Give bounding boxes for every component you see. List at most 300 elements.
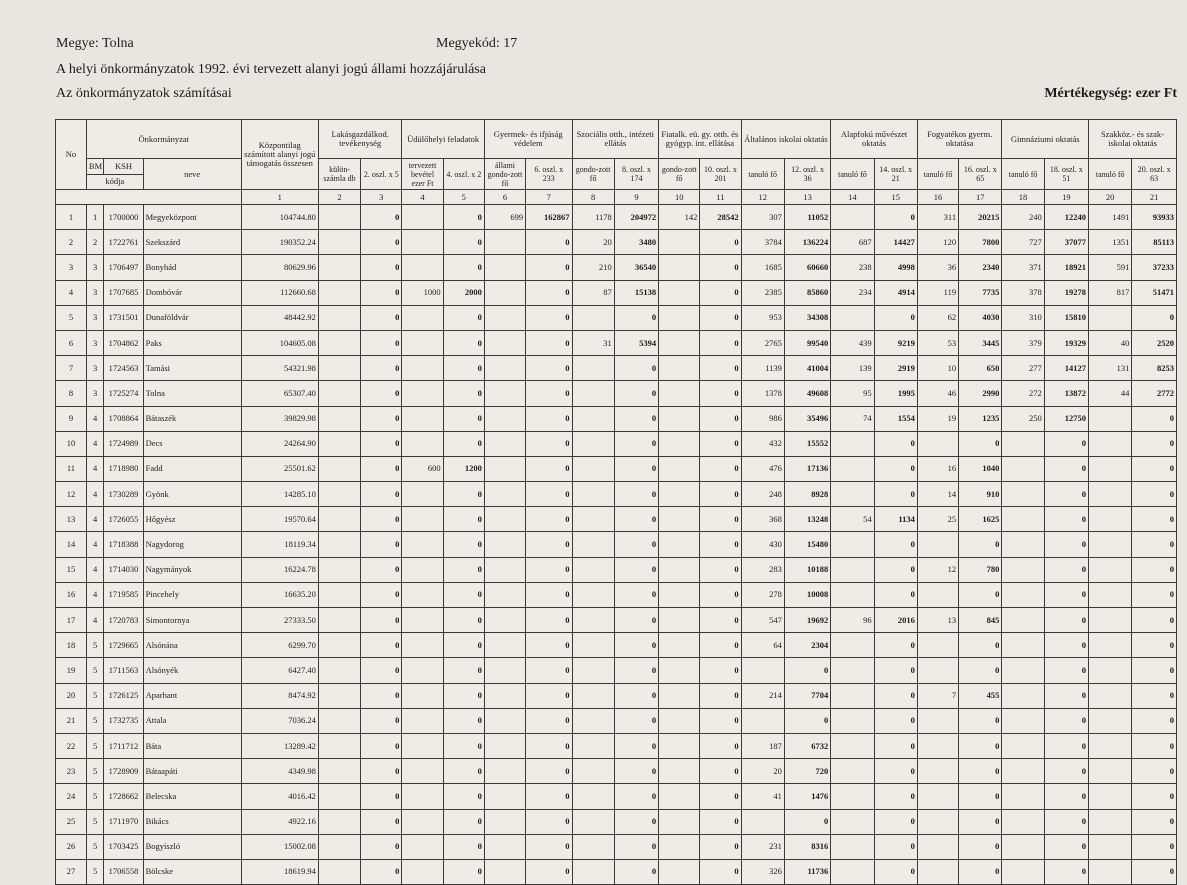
column-number: 13 <box>784 190 830 205</box>
cell-c7: 0 <box>526 305 572 330</box>
cell-c15: 1554 <box>874 406 917 431</box>
cell-c20 <box>1089 456 1132 481</box>
col-lakas-b: 2. oszl. x 5 <box>361 159 402 190</box>
table-row <box>56 356 1177 381</box>
cell-c10 <box>659 608 700 633</box>
cell-c19: 0 <box>1044 633 1088 658</box>
cell-c6 <box>484 683 525 708</box>
cell-c17: 4030 <box>959 305 1002 330</box>
cell-c1: 4922.16 <box>241 809 318 834</box>
cell-c3: 0 <box>361 608 402 633</box>
cell-c1: 25501.62 <box>241 456 318 481</box>
cell-c9: 0 <box>614 683 658 708</box>
cell-c18 <box>1002 557 1044 582</box>
cell-c15: 2919 <box>874 356 917 381</box>
cell-c17: 0 <box>959 582 1002 607</box>
cell-c18: 379 <box>1002 330 1044 355</box>
cell-c18 <box>1002 683 1044 708</box>
cell-c2 <box>318 431 360 456</box>
cell-c13: 2304 <box>784 633 830 658</box>
cell-c20 <box>1089 683 1132 708</box>
cell-c5: 0 <box>443 809 484 834</box>
cell-c14 <box>831 557 874 582</box>
cell-c13: 1476 <box>784 784 830 809</box>
cell-c4 <box>402 482 443 507</box>
cell-c14 <box>831 834 874 859</box>
cell-c19: 0 <box>1044 834 1088 859</box>
cell-c3: 0 <box>361 507 402 532</box>
cell-neve: Szekszárd <box>143 230 241 255</box>
cell-c6 <box>484 255 525 280</box>
cell-ksh: 1722761 <box>104 230 143 255</box>
cell-c13: 136224 <box>784 230 830 255</box>
cell-c20 <box>1089 431 1132 456</box>
cell-ksh: 1704862 <box>104 330 143 355</box>
table-row <box>56 859 1177 884</box>
cell-c1: 39829.98 <box>241 406 318 431</box>
cell-neve: Fadd <box>143 456 241 481</box>
cell-bm: 5 <box>86 759 104 784</box>
cell-ksh: 1728662 <box>104 784 143 809</box>
cell-c1: 14285.10 <box>241 482 318 507</box>
col-szocialis-b: 8. oszl. x 174 <box>614 159 658 190</box>
cell-c6 <box>484 633 525 658</box>
cell-bm: 2 <box>86 230 104 255</box>
cell-c8 <box>572 456 614 481</box>
cell-no: 12 <box>56 482 87 507</box>
cell-bm: 5 <box>86 633 104 658</box>
cell-c8: 210 <box>572 255 614 280</box>
cell-c4 <box>402 205 443 230</box>
cell-c1: 190352.24 <box>241 230 318 255</box>
cell-c12: 430 <box>741 532 784 557</box>
cell-c2 <box>318 205 360 230</box>
cell-c17: 0 <box>959 658 1002 683</box>
cell-neve: Bátaszék <box>143 406 241 431</box>
cell-c5: 0 <box>443 205 484 230</box>
cell-neve: Bogyiszló <box>143 834 241 859</box>
cell-c4 <box>402 557 443 582</box>
cell-c10 <box>659 280 700 305</box>
cell-c10 <box>659 633 700 658</box>
unit-label: Mértékegység: ezer Ft <box>1044 86 1177 101</box>
cell-c19: 13872 <box>1044 381 1088 406</box>
cell-c7: 0 <box>526 859 572 884</box>
cell-neve: Pincehely <box>143 582 241 607</box>
cell-c21: 0 <box>1132 733 1177 758</box>
cell-c9: 0 <box>614 582 658 607</box>
cell-c18 <box>1002 633 1044 658</box>
cell-c21: 0 <box>1132 859 1177 884</box>
cell-ksh: 1708864 <box>104 406 143 431</box>
cell-c14 <box>831 708 874 733</box>
cell-c1: 48442.92 <box>241 305 318 330</box>
cell-c2 <box>318 456 360 481</box>
cell-c14 <box>831 456 874 481</box>
cell-c16: 120 <box>917 230 958 255</box>
cell-neve: Dunaföldvár <box>143 305 241 330</box>
cell-bm: 3 <box>86 356 104 381</box>
cell-c19: 0 <box>1044 759 1088 784</box>
cell-c7: 0 <box>526 230 572 255</box>
cell-c3: 0 <box>361 532 402 557</box>
cell-c7: 0 <box>526 683 572 708</box>
cell-c11: 0 <box>700 683 741 708</box>
cell-c11: 0 <box>700 456 741 481</box>
cell-c3: 0 <box>361 834 402 859</box>
cell-c14: 234 <box>831 280 874 305</box>
col-szocialis: Szociális otth., intézeti ellátás <box>572 120 659 159</box>
column-number: 1 <box>241 190 318 205</box>
cell-c3: 0 <box>361 205 402 230</box>
cell-c10 <box>659 683 700 708</box>
cell-c16 <box>917 582 958 607</box>
col-gimnazium-b: 18. oszl. x 51 <box>1044 159 1088 190</box>
cell-c11: 0 <box>700 733 741 758</box>
cell-c3: 0 <box>361 557 402 582</box>
cell-c6 <box>484 280 525 305</box>
cell-c9: 0 <box>614 708 658 733</box>
cell-c18 <box>1002 431 1044 456</box>
cell-c5: 0 <box>443 834 484 859</box>
cell-ksh: 1706497 <box>104 255 143 280</box>
cell-c6 <box>484 482 525 507</box>
cell-c21: 85113 <box>1132 230 1177 255</box>
cell-c3: 0 <box>361 633 402 658</box>
table-row <box>56 658 1177 683</box>
cell-c19: 0 <box>1044 658 1088 683</box>
cell-c1: 54321.98 <box>241 356 318 381</box>
cell-c13: 8928 <box>784 482 830 507</box>
cell-c20 <box>1089 658 1132 683</box>
cell-c14 <box>831 431 874 456</box>
cell-c11: 0 <box>700 305 741 330</box>
table-body <box>56 205 1177 885</box>
cell-c3: 0 <box>361 784 402 809</box>
cell-c7: 0 <box>526 582 572 607</box>
cell-c3: 0 <box>361 255 402 280</box>
cell-c21: 51471 <box>1132 280 1177 305</box>
cell-c10 <box>659 456 700 481</box>
col-szakkoz-b: 20. oszl. x 63 <box>1132 159 1177 190</box>
cell-c17: 910 <box>959 482 1002 507</box>
cell-c19: 0 <box>1044 431 1088 456</box>
cell-c9: 0 <box>614 809 658 834</box>
cell-c2 <box>318 759 360 784</box>
cell-c21: 0 <box>1132 759 1177 784</box>
cell-no: 20 <box>56 683 87 708</box>
cell-c7: 0 <box>526 280 572 305</box>
cell-no: 3 <box>56 255 87 280</box>
column-number-blank <box>56 190 242 205</box>
cell-c20 <box>1089 507 1132 532</box>
cell-c12: 20 <box>741 759 784 784</box>
cell-c11: 0 <box>700 557 741 582</box>
cell-no: 5 <box>56 305 87 330</box>
cell-neve: Gyönk <box>143 482 241 507</box>
cell-c15: 4914 <box>874 280 917 305</box>
cell-c9: 0 <box>614 784 658 809</box>
cell-c1: 24264.90 <box>241 431 318 456</box>
cell-c15: 0 <box>874 834 917 859</box>
column-number: 21 <box>1132 190 1177 205</box>
cell-c2 <box>318 406 360 431</box>
col-gimnazium-a: tanuló fő <box>1002 159 1044 190</box>
cell-c5: 0 <box>443 557 484 582</box>
cell-c15: 4998 <box>874 255 917 280</box>
cell-c17: 3445 <box>959 330 1002 355</box>
cell-c21: 0 <box>1132 658 1177 683</box>
cell-c5: 0 <box>443 582 484 607</box>
cell-c15: 0 <box>874 658 917 683</box>
cell-c8 <box>572 582 614 607</box>
table-row <box>56 230 1177 255</box>
cell-c15: 0 <box>874 456 917 481</box>
cell-c13: 8316 <box>784 834 830 859</box>
cell-c19: 12750 <box>1044 406 1088 431</box>
cell-c10 <box>659 507 700 532</box>
cell-ksh: 1731501 <box>104 305 143 330</box>
col-alapfoku-a: tanuló fő <box>831 159 874 190</box>
cell-c1: 4349.98 <box>241 759 318 784</box>
cell-c2 <box>318 230 360 255</box>
cell-c14 <box>831 205 874 230</box>
cell-bm: 5 <box>86 733 104 758</box>
column-number: 6 <box>484 190 525 205</box>
table-row <box>56 809 1177 834</box>
cell-c16 <box>917 759 958 784</box>
cell-c5: 0 <box>443 431 484 456</box>
cell-c3: 0 <box>361 582 402 607</box>
cell-c15: 1995 <box>874 381 917 406</box>
cell-c16: 62 <box>917 305 958 330</box>
col-alapfoku-b: 14. oszl. x 21 <box>874 159 917 190</box>
cell-neve: Bátaapáti <box>143 759 241 784</box>
cell-c14: 74 <box>831 406 874 431</box>
table-row <box>56 255 1177 280</box>
table-row <box>56 784 1177 809</box>
cell-c10 <box>659 255 700 280</box>
cell-c21: 93933 <box>1132 205 1177 230</box>
cell-c9: 0 <box>614 532 658 557</box>
cell-c5: 0 <box>443 708 484 733</box>
cell-c16: 16 <box>917 456 958 481</box>
cell-c10 <box>659 381 700 406</box>
cell-c19: 0 <box>1044 708 1088 733</box>
cell-ksh: 1726055 <box>104 507 143 532</box>
cell-c11: 0 <box>700 859 741 884</box>
cell-c10 <box>659 532 700 557</box>
cell-c3: 0 <box>361 381 402 406</box>
cell-no: 18 <box>56 633 87 658</box>
cell-c11: 0 <box>700 582 741 607</box>
cell-ksh: 1725274 <box>104 381 143 406</box>
cell-c7: 0 <box>526 330 572 355</box>
cell-bm: 3 <box>86 305 104 330</box>
cell-c10 <box>659 708 700 733</box>
cell-ksh: 1724563 <box>104 356 143 381</box>
cell-c5: 0 <box>443 305 484 330</box>
cell-neve: Hőgyész <box>143 507 241 532</box>
cell-c20: 1491 <box>1089 205 1132 230</box>
cell-c1: 4016.42 <box>241 784 318 809</box>
cell-c8 <box>572 431 614 456</box>
cell-ksh: 1720783 <box>104 608 143 633</box>
cell-c14 <box>831 683 874 708</box>
cell-c7: 0 <box>526 784 572 809</box>
cell-c17: 0 <box>959 859 1002 884</box>
cell-c21: 0 <box>1132 532 1177 557</box>
column-number: 5 <box>443 190 484 205</box>
cell-c6 <box>484 532 525 557</box>
cell-c18 <box>1002 708 1044 733</box>
col-lakas: Lakásgazdálkod. tevékenység <box>318 120 402 159</box>
cell-c2 <box>318 683 360 708</box>
cell-c12: 307 <box>741 205 784 230</box>
cell-c7: 0 <box>526 406 572 431</box>
cell-c20 <box>1089 406 1132 431</box>
cell-c20 <box>1089 532 1132 557</box>
cell-c8 <box>572 784 614 809</box>
cell-c12: 64 <box>741 633 784 658</box>
cell-c21: 0 <box>1132 708 1177 733</box>
cell-ksh: 1726125 <box>104 683 143 708</box>
table-row <box>56 834 1177 859</box>
cell-c1: 16224.78 <box>241 557 318 582</box>
cell-c5: 0 <box>443 381 484 406</box>
cell-c14: 95 <box>831 381 874 406</box>
cell-c8 <box>572 683 614 708</box>
cell-c2 <box>318 255 360 280</box>
cell-c14 <box>831 733 874 758</box>
cell-c10 <box>659 759 700 784</box>
cell-c6 <box>484 381 525 406</box>
cell-c2 <box>318 733 360 758</box>
cell-c10 <box>659 834 700 859</box>
table-row <box>56 482 1177 507</box>
cell-c1: 80629.96 <box>241 255 318 280</box>
cell-bm: 3 <box>86 381 104 406</box>
cell-c2 <box>318 784 360 809</box>
cell-c3: 0 <box>361 280 402 305</box>
cell-c4 <box>402 608 443 633</box>
cell-bm: 4 <box>86 532 104 557</box>
cell-c6 <box>484 582 525 607</box>
cell-c17: 7735 <box>959 280 1002 305</box>
cell-c16: 13 <box>917 608 958 633</box>
cell-c15: 0 <box>874 708 917 733</box>
cell-c14 <box>831 305 874 330</box>
cell-c7: 0 <box>526 557 572 582</box>
cell-c6 <box>484 305 525 330</box>
cell-c3: 0 <box>361 230 402 255</box>
table-row <box>56 683 1177 708</box>
cell-c19: 0 <box>1044 859 1088 884</box>
cell-c9: 0 <box>614 482 658 507</box>
cell-c3: 0 <box>361 406 402 431</box>
cell-c6 <box>484 406 525 431</box>
cell-neve: Nagymányok <box>143 557 241 582</box>
cell-c21: 0 <box>1132 633 1177 658</box>
cell-c14: 687 <box>831 230 874 255</box>
cell-c12: 368 <box>741 507 784 532</box>
cell-bm: 5 <box>86 834 104 859</box>
cell-bm: 3 <box>86 330 104 355</box>
cell-bm: 5 <box>86 859 104 884</box>
cell-c13: 17136 <box>784 456 830 481</box>
cell-c14: 238 <box>831 255 874 280</box>
cell-c2 <box>318 859 360 884</box>
cell-no: 25 <box>56 809 87 834</box>
cell-c16: 19 <box>917 406 958 431</box>
cell-c4 <box>402 708 443 733</box>
cell-c12: 1378 <box>741 381 784 406</box>
cell-c14 <box>831 532 874 557</box>
cell-c5: 1200 <box>443 456 484 481</box>
table-row <box>56 305 1177 330</box>
cell-c3: 0 <box>361 431 402 456</box>
col-fogyatekos: Fogyatékos gyerm. oktatása <box>917 120 1002 159</box>
cell-no: 17 <box>56 608 87 633</box>
cell-c14 <box>831 759 874 784</box>
cell-bm: 5 <box>86 809 104 834</box>
cell-c13: 19692 <box>784 608 830 633</box>
cell-no: 2 <box>56 230 87 255</box>
cell-c6 <box>484 784 525 809</box>
column-number: 20 <box>1089 190 1132 205</box>
cell-c21: 0 <box>1132 809 1177 834</box>
cell-neve: Tamási <box>143 356 241 381</box>
cell-c20: 40 <box>1089 330 1132 355</box>
cell-c11: 0 <box>700 834 741 859</box>
cell-c5: 0 <box>443 356 484 381</box>
cell-c18 <box>1002 859 1044 884</box>
cell-c11: 28542 <box>700 205 741 230</box>
column-number: 10 <box>659 190 700 205</box>
cell-c3: 0 <box>361 708 402 733</box>
cell-c8 <box>572 708 614 733</box>
cell-c17: 0 <box>959 733 1002 758</box>
cell-c20 <box>1089 708 1132 733</box>
cell-no: 8 <box>56 381 87 406</box>
cell-c9: 0 <box>614 733 658 758</box>
cell-c3: 0 <box>361 809 402 834</box>
cell-c9: 0 <box>614 859 658 884</box>
cell-c12: 547 <box>741 608 784 633</box>
col-kodja: kódja <box>86 174 143 190</box>
cell-c11: 0 <box>700 381 741 406</box>
cell-neve: Paks <box>143 330 241 355</box>
cell-c16: 7 <box>917 683 958 708</box>
column-number: 12 <box>741 190 784 205</box>
cell-c1: 15002.08 <box>241 834 318 859</box>
col-udulo-a: tervezett bevétel ezer Ft <box>402 159 443 190</box>
cell-c9: 0 <box>614 608 658 633</box>
cell-c1: 19570.64 <box>241 507 318 532</box>
cell-c12: 231 <box>741 834 784 859</box>
cell-c8 <box>572 305 614 330</box>
col-gyermek-b: 6. oszl. x 233 <box>526 159 572 190</box>
cell-c12: 214 <box>741 683 784 708</box>
cell-c13: 11052 <box>784 205 830 230</box>
cell-c12: 187 <box>741 733 784 758</box>
cell-c13: 10188 <box>784 557 830 582</box>
cell-ksh: 1714030 <box>104 557 143 582</box>
cell-no: 26 <box>56 834 87 859</box>
column-number: 15 <box>874 190 917 205</box>
cell-no: 22 <box>56 733 87 758</box>
cell-no: 11 <box>56 456 87 481</box>
